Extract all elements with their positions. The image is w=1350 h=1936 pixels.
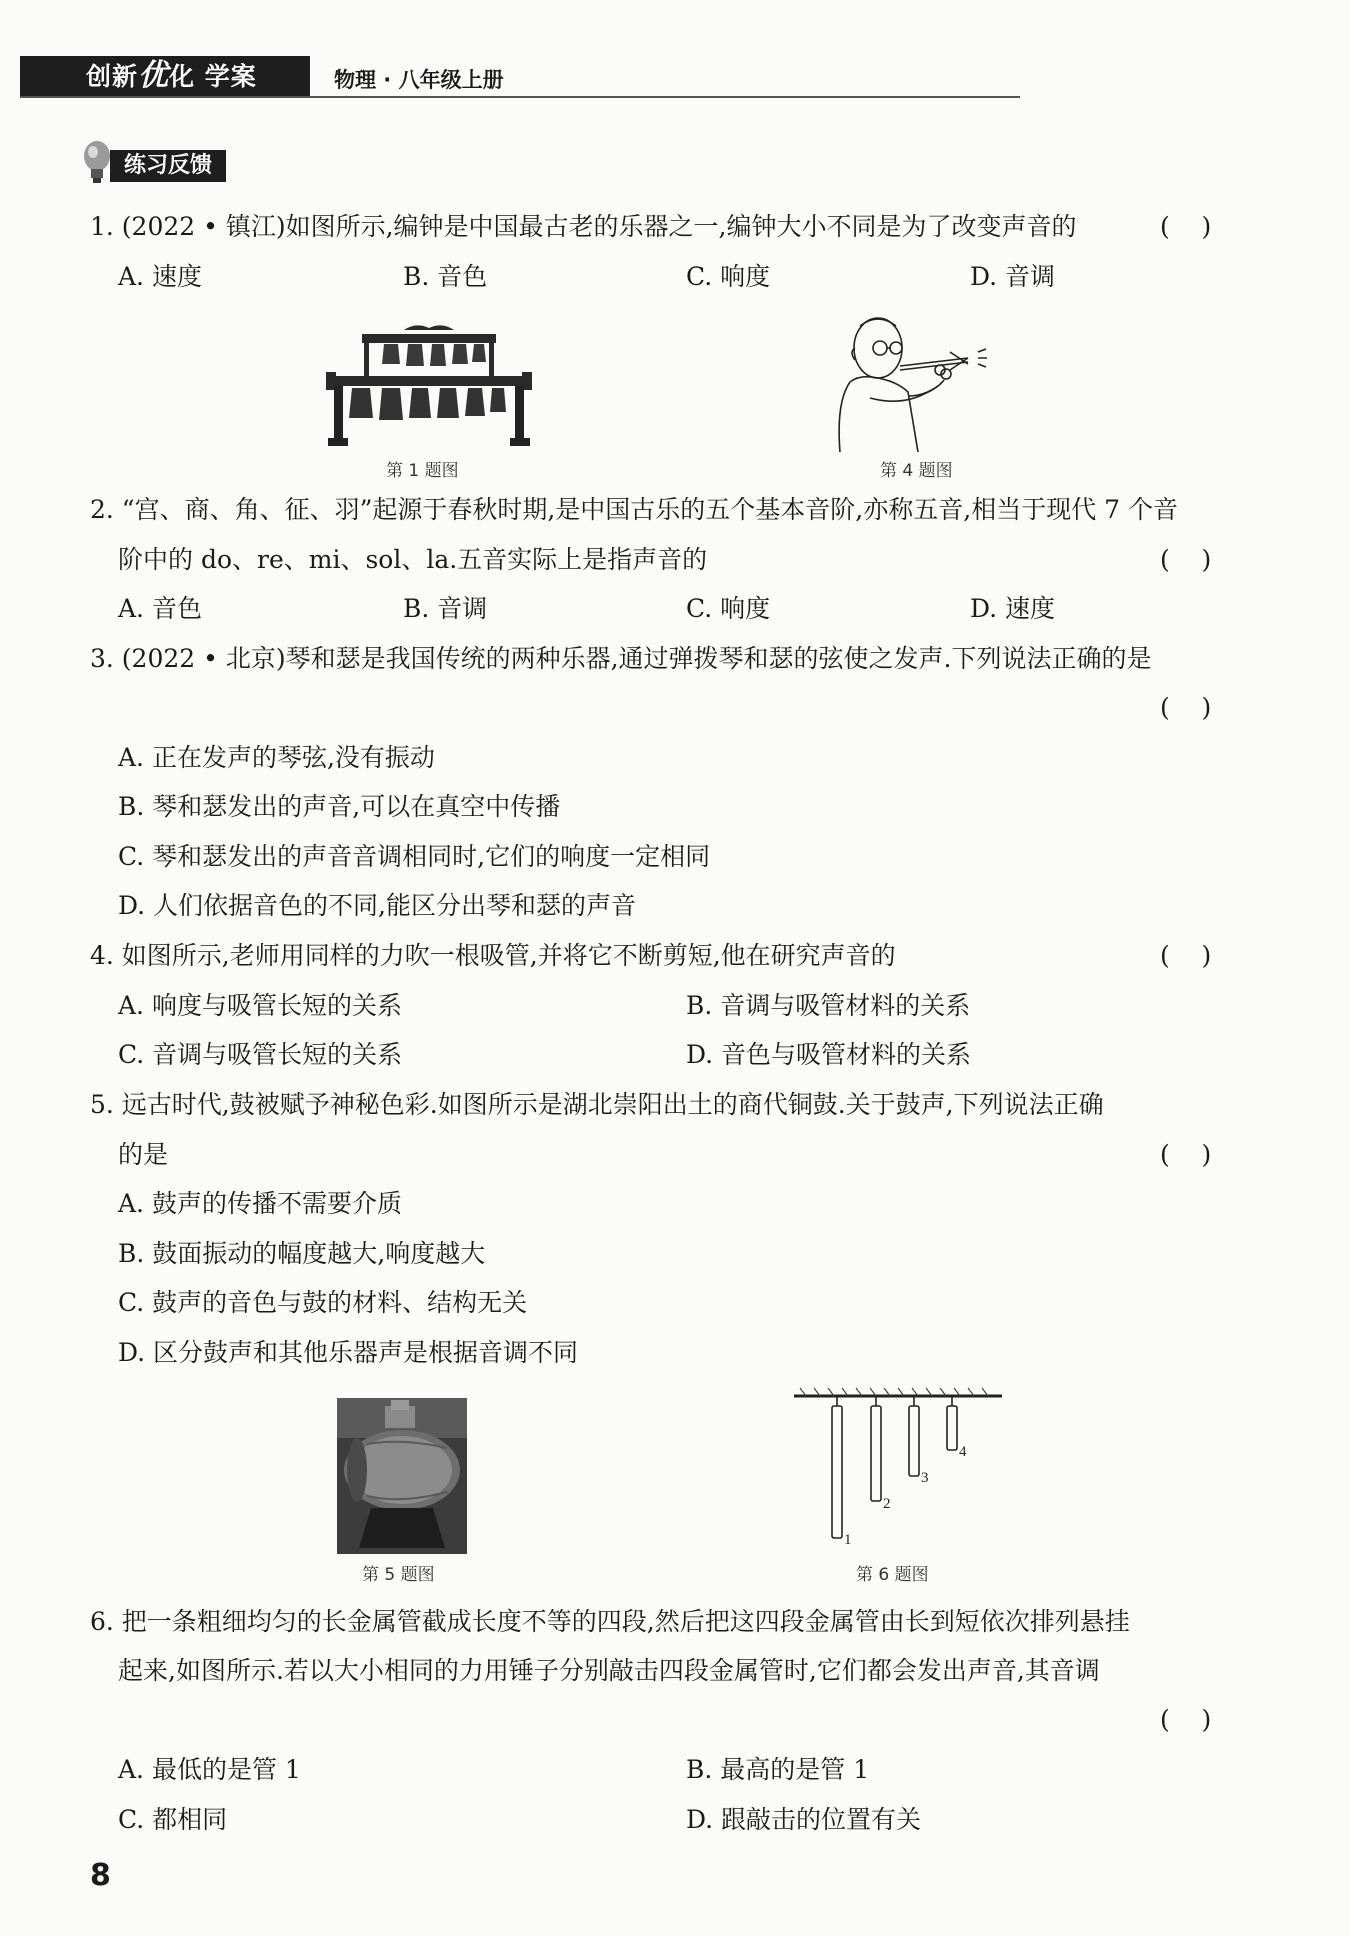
- q1-option-a: A. 速度: [118, 262, 202, 291]
- fig6-caption: 第 6 题图: [856, 1565, 929, 1585]
- header-rule: [20, 96, 1020, 98]
- q3-option-d: D. 人们依据音色的不同,能区分出琴和瑟的声音: [118, 891, 636, 920]
- q1-answer-paren: ( ): [1160, 212, 1212, 241]
- header-brand: [20, 56, 310, 96]
- brand-part-b: 优: [138, 58, 170, 93]
- q4-text: 4. 如图所示,老师用同样的力吹一根吸管,并将它不断剪短,他在研究声音的: [90, 941, 896, 970]
- q2-option-a: A. 音色: [118, 594, 202, 623]
- q2-answer-paren: ( ): [1160, 545, 1212, 574]
- q5-line-1: 5. 远古时代,鼓被赋予神秘色彩.如图所示是湖北崇阳出土的商代铜鼓.关于鼓声,下列说法正确: [90, 1090, 1104, 1119]
- tube-label-2: 2: [883, 1496, 891, 1512]
- q1-option-c: C. 响度: [686, 262, 771, 291]
- teacher-straw-figure: [830, 312, 1020, 452]
- q1-option-b: B. 音色: [403, 262, 488, 291]
- fig4-caption: 第 4 题图: [880, 461, 953, 481]
- q4-option-a: A. 响度与吸管长短的关系: [118, 991, 402, 1020]
- q6-line-1: 6. 把一条粗细均匀的长金属管截成长度不等的四段,然后把这四段金属管由长到短依次排列悬挂: [90, 1607, 1130, 1636]
- q1-text: 1. (2022 • 镇江)如图所示,编钟是中国最古老的乐器之一,编钟大小不同是为了改变声音的: [90, 212, 1077, 241]
- bianzhong-bells-figure: [326, 320, 532, 450]
- q3-line-1: 3. (2022 • 北京)琴和瑟是我国传统的两种乐器,通过弹拨琴和瑟的弦使之发声.下列说法正确的是: [90, 644, 1152, 673]
- q1-option-d: D. 音调: [970, 262, 1056, 291]
- hanging-tubes-figure: [790, 1384, 1010, 1554]
- q6-option-b: B. 最高的是管 1: [686, 1755, 870, 1784]
- brand-part-c: 化 学案: [169, 62, 257, 91]
- q3-option-a: A. 正在发声的琴弦,没有振动: [118, 743, 435, 772]
- lightbulb-icon: [82, 140, 112, 186]
- fig5-caption: 第 5 题图: [362, 1565, 435, 1585]
- q6-option-d: D. 跟敲击的位置有关: [686, 1805, 922, 1834]
- q6-option-c: C. 都相同: [118, 1805, 228, 1834]
- q3-answer-paren: ( ): [1160, 693, 1212, 722]
- q2-line-2: 阶中的 do、re、mi、sol、la.五音实际上是指声音的: [118, 545, 708, 574]
- q2-line-1: 2. “宫、商、角、征、羽”起源于春秋时期,是中国古乐的五个基本音阶,亦称五音,相当于现代 7 个音: [90, 495, 1179, 524]
- bronze-drum-photo: [337, 1398, 467, 1554]
- page-number: 8: [90, 1858, 111, 1893]
- q5-option-b: B. 鼓面振动的幅度越大,响度越大: [118, 1239, 486, 1268]
- q5-answer-paren: ( ): [1160, 1140, 1212, 1169]
- q2-option-d: D. 速度: [970, 594, 1056, 623]
- q6-line-2: 起来,如图所示.若以大小相同的力用锤子分别敲击四段金属管时,它们都会发出声音,其音调: [118, 1656, 1100, 1685]
- q4-option-c: C. 音调与吸管长短的关系: [118, 1040, 403, 1069]
- q2-option-b: B. 音调: [403, 594, 488, 623]
- fig1-caption: 第 1 题图: [386, 461, 459, 481]
- q5-option-a: A. 鼓声的传播不需要介质: [118, 1189, 402, 1218]
- q6-answer-paren: ( ): [1160, 1705, 1212, 1734]
- tube-label-1: 1: [844, 1532, 852, 1548]
- q4-option-b: B. 音调与吸管材料的关系: [686, 991, 971, 1020]
- q5-option-c: C. 鼓声的音色与鼓的材料、结构无关: [118, 1288, 528, 1317]
- q5-option-d: D. 区分鼓声和其他乐器声是根据音调不同: [118, 1338, 579, 1367]
- brand-part-a: 创新: [86, 62, 139, 91]
- q6-option-a: A. 最低的是管 1: [118, 1755, 301, 1784]
- section-title: 练习反馈: [110, 150, 226, 182]
- header-subject: 物理 · 八年级上册: [334, 68, 504, 92]
- tube-label-3: 3: [921, 1470, 929, 1486]
- q4-answer-paren: ( ): [1160, 941, 1212, 970]
- q2-option-c: C. 响度: [686, 594, 771, 623]
- q4-option-d: D. 音色与吸管材料的关系: [686, 1040, 972, 1069]
- q3-option-b: B. 琴和瑟发出的声音,可以在真空中传播: [118, 792, 561, 821]
- q5-line-2: 的是: [118, 1140, 169, 1169]
- tube-label-4: 4: [959, 1444, 967, 1460]
- q3-option-c: C. 琴和瑟发出的声音音调相同时,它们的响度一定相同: [118, 842, 711, 871]
